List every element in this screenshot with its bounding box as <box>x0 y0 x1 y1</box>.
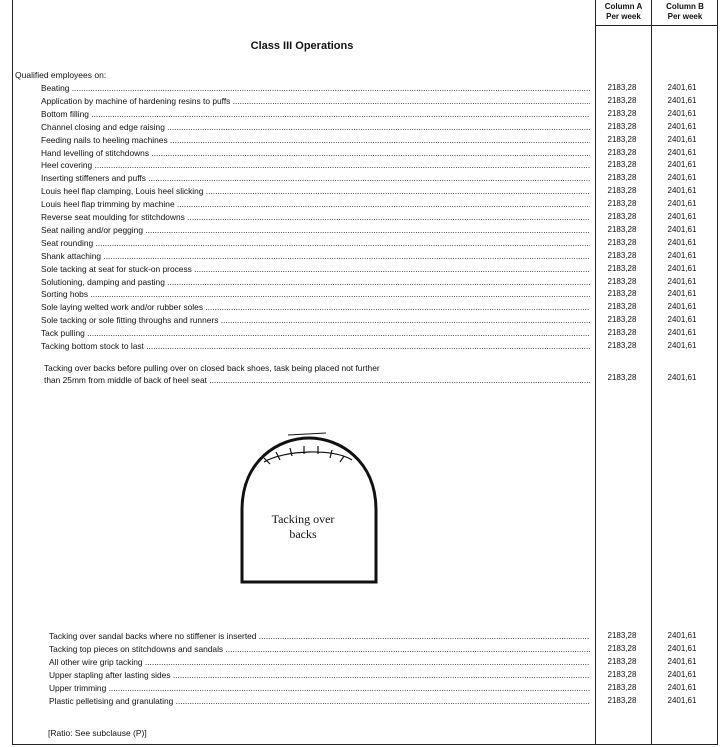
table-row <box>0 301 721 313</box>
row-value-a: 2183,28 <box>607 121 637 131</box>
header-rule <box>595 25 718 26</box>
figure-caption-line2: backs <box>289 527 317 541</box>
column-b-subtitle: Per week <box>667 12 703 21</box>
row-label: Beating ..... <box>41 82 590 94</box>
column-a-title: Column A <box>604 2 643 11</box>
row-value-b: 2401,61 <box>667 173 697 183</box>
row-value-b: 2401,61 <box>667 276 697 286</box>
row-label: All other wire grip tacking ..... <box>49 656 590 668</box>
row-label: Tacking over sandal backs where no stiffener is inserted ..... <box>49 630 590 642</box>
column-a-header <box>596 2 651 22</box>
table-row-multiline <box>0 362 721 388</box>
row-value-b: 2401,61 <box>667 341 697 350</box>
row-value-a: 2183,28 <box>607 147 637 157</box>
row-value-a: 2183,28 <box>607 212 637 221</box>
row-value-a: 2183,28 <box>607 186 637 196</box>
row-label: Bottom filling ..... <box>41 108 590 120</box>
row-value-a: 2183,28 <box>607 199 637 209</box>
row-value-b: 2401,61 <box>667 134 697 144</box>
row-value-b: 2401,61 <box>667 669 697 679</box>
row-value-b: 2401,61 <box>667 631 697 640</box>
table-row <box>0 340 721 352</box>
row-value-a: 2183,28 <box>607 250 637 260</box>
table-row <box>0 630 721 642</box>
row-value-a: 2183,28 <box>607 108 637 118</box>
table-row <box>0 643 721 655</box>
table-row <box>0 147 721 159</box>
row-value-b: 2401,61 <box>667 289 697 299</box>
row-value-a: 2183,28 <box>607 173 637 183</box>
table-row <box>0 121 721 133</box>
row-value-b: 2401,61 <box>667 212 697 221</box>
row-value-b: 2401,61 <box>667 250 697 260</box>
row-label: Louis heel flap clamping, Louis heel slicking ..... <box>41 185 590 197</box>
row-value-a: 2183,28 <box>607 237 637 247</box>
row-label: Application by machine of hardening resins to puffs ..... <box>41 95 590 107</box>
table-row <box>0 263 721 275</box>
row-label-line1: Tacking over backs before pulling over on closed back shoes, task being placed not further <box>44 363 380 373</box>
row-value-b: 2401,61 <box>667 302 697 312</box>
table-row <box>0 314 721 326</box>
row-value-a: 2183,28 <box>607 160 637 170</box>
row-label: Hand levelling of stitchdowns ..... <box>41 147 590 159</box>
row-value-b: 2401,61 <box>667 186 697 196</box>
row-value-b: 2401,61 <box>667 147 697 157</box>
row-label: Sole laying welted work and/or rubber soles ..... <box>41 301 590 313</box>
row-value-a: 2183,28 <box>607 341 637 350</box>
table-row <box>0 198 721 210</box>
row-label: Louis heel flap trimming by machine ..... <box>41 198 590 210</box>
row-label: Sorting hobs ..... <box>41 288 590 300</box>
row-value-a: 2183,28 <box>607 656 637 666</box>
row-value-a: 2183,28 <box>607 263 637 273</box>
row-label: Tacking bottom stock to last ..... <box>41 340 590 352</box>
row-value-a: 2183,28 <box>607 669 637 679</box>
row-label: Upper trimming ..... <box>49 682 590 694</box>
table-row <box>0 250 721 262</box>
row-value-a: 2183,28 <box>607 643 637 653</box>
table-row <box>0 656 721 668</box>
row-label: Plastic pelletising and granulating ..... <box>49 695 590 707</box>
row-value-a: 2183,28 <box>607 134 637 144</box>
table-row <box>0 276 721 288</box>
row-value-a: 2183,28 <box>607 276 637 286</box>
row-value-a: 2183,28 <box>607 631 637 640</box>
table-row <box>0 185 721 197</box>
table-row <box>0 211 721 223</box>
row-label: Solutioning, damping and pasting ..... <box>41 276 590 288</box>
row-value-b: 2401,61 <box>667 199 697 209</box>
intro-text: Qualified employees on: <box>15 70 107 80</box>
row-label: Reverse seat moulding for stitchdowns ..... <box>41 211 590 223</box>
row-value-a: 2183,28 <box>607 95 637 105</box>
row-value-b: 2401,61 <box>667 121 697 131</box>
table-row <box>0 224 721 236</box>
row-label: Sole tacking at seat for stuck-on process ..... <box>41 263 590 275</box>
row-value-b: 2401,61 <box>667 328 697 338</box>
row-value-b: 2401,61 <box>667 373 697 382</box>
row-value-a: 2183,28 <box>607 373 637 382</box>
row-value-b: 2401,61 <box>667 682 697 692</box>
figure-caption-line1: Tacking over <box>271 512 335 526</box>
row-label: Shank attaching ..... <box>41 250 590 262</box>
row-label: Seat nailing and/or pegging ..... <box>41 224 590 236</box>
row-value-b: 2401,61 <box>667 237 697 247</box>
row-label: Upper stapling after lasting sides ..... <box>49 669 590 681</box>
table-row <box>0 95 721 107</box>
row-value-a: 2183,28 <box>607 328 637 338</box>
table-row <box>0 108 721 120</box>
table-row <box>0 237 721 249</box>
row-value-b: 2401,61 <box>667 83 697 92</box>
row-label: Feeding nails to heeling machines ..... <box>41 134 590 146</box>
ratio-note: [Ratio: See subclause (P)] <box>48 728 147 738</box>
column-b-title: Column B <box>666 2 704 11</box>
table-row <box>0 327 721 339</box>
row-value-b: 2401,61 <box>667 656 697 666</box>
row-label: Sole tacking or sole fitting throughs and runners ..... <box>41 314 590 326</box>
row-label-line2: than 25mm from middle of back of heel seat ..... <box>44 374 590 386</box>
heel-diagram-icon <box>234 430 384 590</box>
row-value-a: 2183,28 <box>607 695 637 705</box>
figure-caption <box>258 512 348 542</box>
row-value-b: 2401,61 <box>667 95 697 105</box>
table-row <box>0 82 721 94</box>
row-value-a: 2183,28 <box>607 224 637 234</box>
row-value-b: 2401,61 <box>667 160 697 170</box>
row-value-a: 2183,28 <box>607 302 637 312</box>
table-row <box>0 288 721 300</box>
row-value-a: 2183,28 <box>607 289 637 299</box>
row-label: Channel closing and edge raising ..... <box>41 121 590 133</box>
row-label: Heel covering ..... <box>41 159 590 171</box>
column-a-subtitle: Per week <box>606 12 641 21</box>
row-value-b: 2401,61 <box>667 224 697 234</box>
row-label: Tacking top pieces on stitchdowns and sandals ..... <box>49 643 590 655</box>
table-row <box>0 695 721 707</box>
row-label: Inserting stiffeners and puffs ..... <box>41 172 590 184</box>
row-value-b: 2401,61 <box>667 263 697 273</box>
row-value-b: 2401,61 <box>667 315 697 325</box>
row-value-a: 2183,28 <box>607 83 637 92</box>
table-row <box>0 134 721 146</box>
row-label: Seat rounding ..... <box>41 237 590 249</box>
row-value-a: 2183,28 <box>607 682 637 692</box>
table-row <box>0 159 721 171</box>
row-value-b: 2401,61 <box>667 643 697 653</box>
page-title: Class III Operations <box>250 40 354 52</box>
row-value-b: 2401,61 <box>667 108 697 118</box>
table-row <box>0 682 721 694</box>
row-value-b: 2401,61 <box>667 695 697 705</box>
table-row <box>0 669 721 681</box>
column-b-header <box>652 2 718 22</box>
row-label: Tack pulling ..... <box>41 327 590 339</box>
table-row <box>0 172 721 184</box>
row-value-a: 2183,28 <box>607 315 637 325</box>
